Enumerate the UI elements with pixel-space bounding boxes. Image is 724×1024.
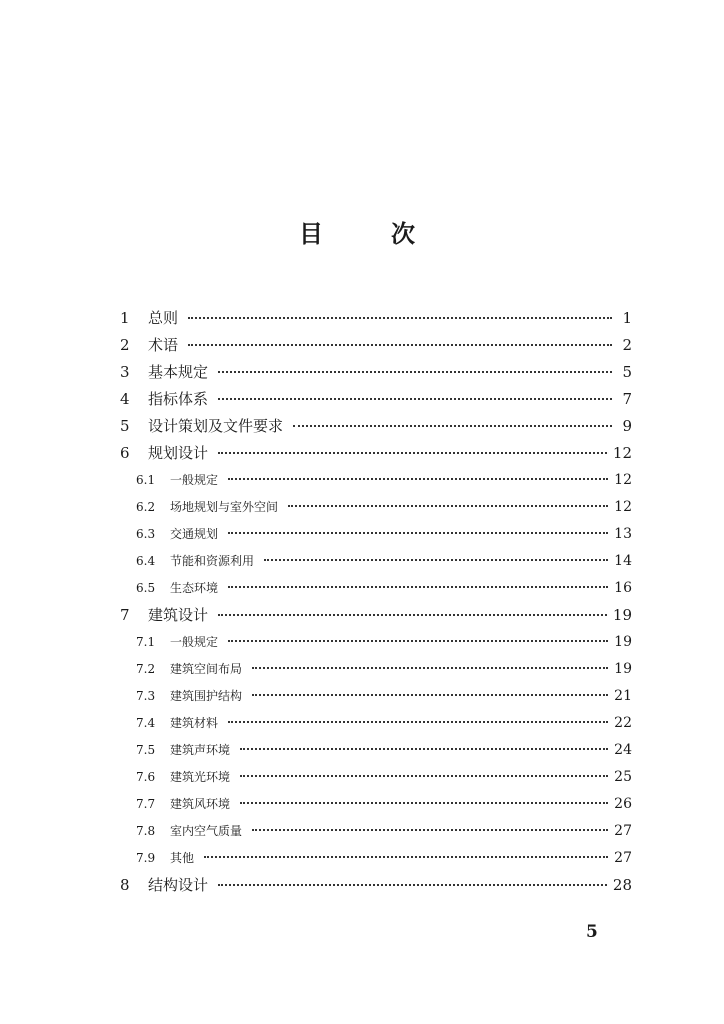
toc-entry bbox=[118, 791, 632, 818]
toc-entry bbox=[118, 683, 632, 710]
toc-entry-page: 9 bbox=[622, 417, 632, 435]
toc-entry bbox=[118, 872, 632, 899]
toc-entry-number: 5 bbox=[120, 417, 130, 435]
toc-entry-number: 7.9 bbox=[136, 851, 156, 865]
toc-entry-label: 术语 bbox=[148, 336, 179, 354]
toc-entry-number: 7.5 bbox=[136, 743, 156, 757]
toc-entry-number: 8 bbox=[120, 876, 130, 894]
toc-dot-leader bbox=[252, 667, 608, 669]
toc-entry-label: 规划设计 bbox=[148, 444, 209, 462]
toc-entry-label: 总则 bbox=[148, 309, 179, 327]
toc-entry bbox=[118, 845, 632, 872]
toc-entry bbox=[118, 656, 632, 683]
toc-dot-leader bbox=[188, 317, 612, 319]
toc-dot-leader bbox=[252, 694, 608, 696]
toc-entry-page: 25 bbox=[614, 769, 632, 785]
toc-dot-leader bbox=[240, 802, 608, 804]
toc-entry bbox=[118, 521, 632, 548]
toc-dot-leader bbox=[218, 398, 612, 400]
toc-dot-leader bbox=[228, 478, 608, 480]
toc-entry-number: 7.6 bbox=[136, 770, 156, 784]
toc-entry-number: 6.3 bbox=[136, 527, 156, 541]
toc-entry-label: 一般规定 bbox=[170, 635, 219, 649]
toc-entry-number: 1 bbox=[120, 309, 130, 327]
toc-entry-number: 7.3 bbox=[136, 689, 156, 703]
toc-entry-label: 结构设计 bbox=[148, 876, 209, 894]
toc-entry-page: 26 bbox=[614, 796, 632, 812]
toc-entry-page: 12 bbox=[614, 472, 632, 488]
toc-dot-leader bbox=[228, 532, 608, 534]
toc-entry-label: 节能和资源利用 bbox=[170, 554, 255, 568]
toc-entry bbox=[118, 602, 632, 629]
toc-entry-page: 13 bbox=[614, 526, 632, 542]
toc-entry bbox=[118, 629, 632, 656]
toc-dot-leader bbox=[218, 884, 607, 886]
toc-dot-leader bbox=[264, 559, 608, 561]
toc-entry-label: 指标体系 bbox=[148, 390, 209, 408]
toc-entry-page: 16 bbox=[614, 580, 632, 596]
toc-entry-label: 生态环境 bbox=[170, 581, 219, 595]
toc-entry-page: 19 bbox=[614, 634, 632, 650]
toc-entry-page: 21 bbox=[614, 688, 632, 704]
toc-entry bbox=[118, 818, 632, 845]
page-title: 目 次 bbox=[299, 220, 437, 248]
toc-entry bbox=[118, 764, 632, 791]
toc-entry-number: 2 bbox=[120, 336, 130, 354]
toc-entry bbox=[118, 710, 632, 737]
toc-entry-page: 14 bbox=[614, 553, 632, 569]
toc-entry bbox=[118, 737, 632, 764]
toc-entry-number: 6.4 bbox=[136, 554, 156, 568]
toc-entry-page: 12 bbox=[614, 499, 632, 515]
toc-dot-leader bbox=[218, 371, 612, 373]
toc-entry bbox=[118, 548, 632, 575]
toc-entry-page: 2 bbox=[622, 336, 632, 354]
toc-entry-number: 4 bbox=[120, 390, 130, 408]
toc-entry-number: 6.2 bbox=[136, 500, 156, 514]
toc-entry-label: 场地规划与室外空间 bbox=[170, 500, 279, 514]
toc-entry-label: 室内空气质量 bbox=[170, 824, 243, 838]
toc-entry-label: 建筑材料 bbox=[170, 716, 219, 730]
toc-dot-leader bbox=[228, 586, 608, 588]
toc-entry bbox=[118, 575, 632, 602]
toc-dot-leader bbox=[218, 614, 607, 616]
toc-entry-label: 其他 bbox=[170, 851, 195, 865]
toc-entry bbox=[118, 413, 632, 440]
toc-entry-number: 7.8 bbox=[136, 824, 156, 838]
toc-dot-leader bbox=[204, 856, 608, 858]
toc-entry-number: 6.5 bbox=[136, 581, 156, 595]
toc-entry-page: 19 bbox=[612, 606, 632, 624]
table-of-contents bbox=[118, 305, 632, 899]
toc-dot-leader bbox=[240, 775, 608, 777]
toc-entry-label: 建筑围护结构 bbox=[170, 689, 243, 703]
toc-entry-number: 7 bbox=[120, 606, 130, 624]
toc-entry-page: 7 bbox=[622, 390, 632, 408]
toc-entry bbox=[118, 359, 632, 386]
toc-dot-leader bbox=[218, 452, 607, 454]
toc-entry bbox=[118, 440, 632, 467]
toc-entry-number: 7.7 bbox=[136, 797, 156, 811]
toc-entry-number: 7.2 bbox=[136, 662, 156, 676]
toc-entry-label: 交通规划 bbox=[170, 527, 219, 541]
toc-entry-label: 建筑风环境 bbox=[170, 797, 231, 811]
toc-dot-leader bbox=[188, 344, 612, 346]
toc-entry bbox=[118, 494, 632, 521]
page-number: 5 bbox=[586, 922, 598, 942]
toc-dot-leader bbox=[228, 640, 608, 642]
toc-entry-number: 6 bbox=[120, 444, 130, 462]
toc-entry-number: 3 bbox=[120, 363, 130, 381]
toc-entry-page: 27 bbox=[614, 850, 632, 866]
toc-entry-number: 7.4 bbox=[136, 716, 156, 730]
toc-entry-label: 建筑声环境 bbox=[170, 743, 231, 757]
toc-entry-page: 5 bbox=[622, 363, 632, 381]
toc-dot-leader bbox=[228, 721, 608, 723]
toc-entry-page: 28 bbox=[612, 876, 632, 894]
toc-dot-leader bbox=[240, 748, 608, 750]
toc-entry-page: 19 bbox=[614, 661, 632, 677]
toc-dot-leader bbox=[252, 829, 608, 831]
toc-entry-label: 建筑设计 bbox=[148, 606, 209, 624]
toc-entry-page: 24 bbox=[614, 742, 632, 758]
toc-entry-label: 基本规定 bbox=[148, 363, 209, 381]
toc-dot-leader bbox=[288, 505, 608, 507]
toc-entry-label: 建筑空间布局 bbox=[170, 662, 243, 676]
toc-entry-number: 6.1 bbox=[136, 473, 156, 487]
toc-entry-label: 设计策划及文件要求 bbox=[148, 417, 284, 435]
toc-entry-page: 27 bbox=[614, 823, 632, 839]
toc-entry bbox=[118, 332, 632, 359]
toc-entry-label: 建筑光环境 bbox=[170, 770, 231, 784]
toc-entry-label: 一般规定 bbox=[170, 473, 219, 487]
toc-dot-leader bbox=[293, 425, 612, 427]
toc-entry bbox=[118, 305, 632, 332]
toc-entry-page: 22 bbox=[614, 715, 632, 731]
toc-entry bbox=[118, 467, 632, 494]
toc-entry-number: 7.1 bbox=[136, 635, 156, 649]
toc-entry-page: 1 bbox=[622, 309, 632, 327]
toc-entry-page: 12 bbox=[612, 444, 632, 462]
toc-entry bbox=[118, 386, 632, 413]
